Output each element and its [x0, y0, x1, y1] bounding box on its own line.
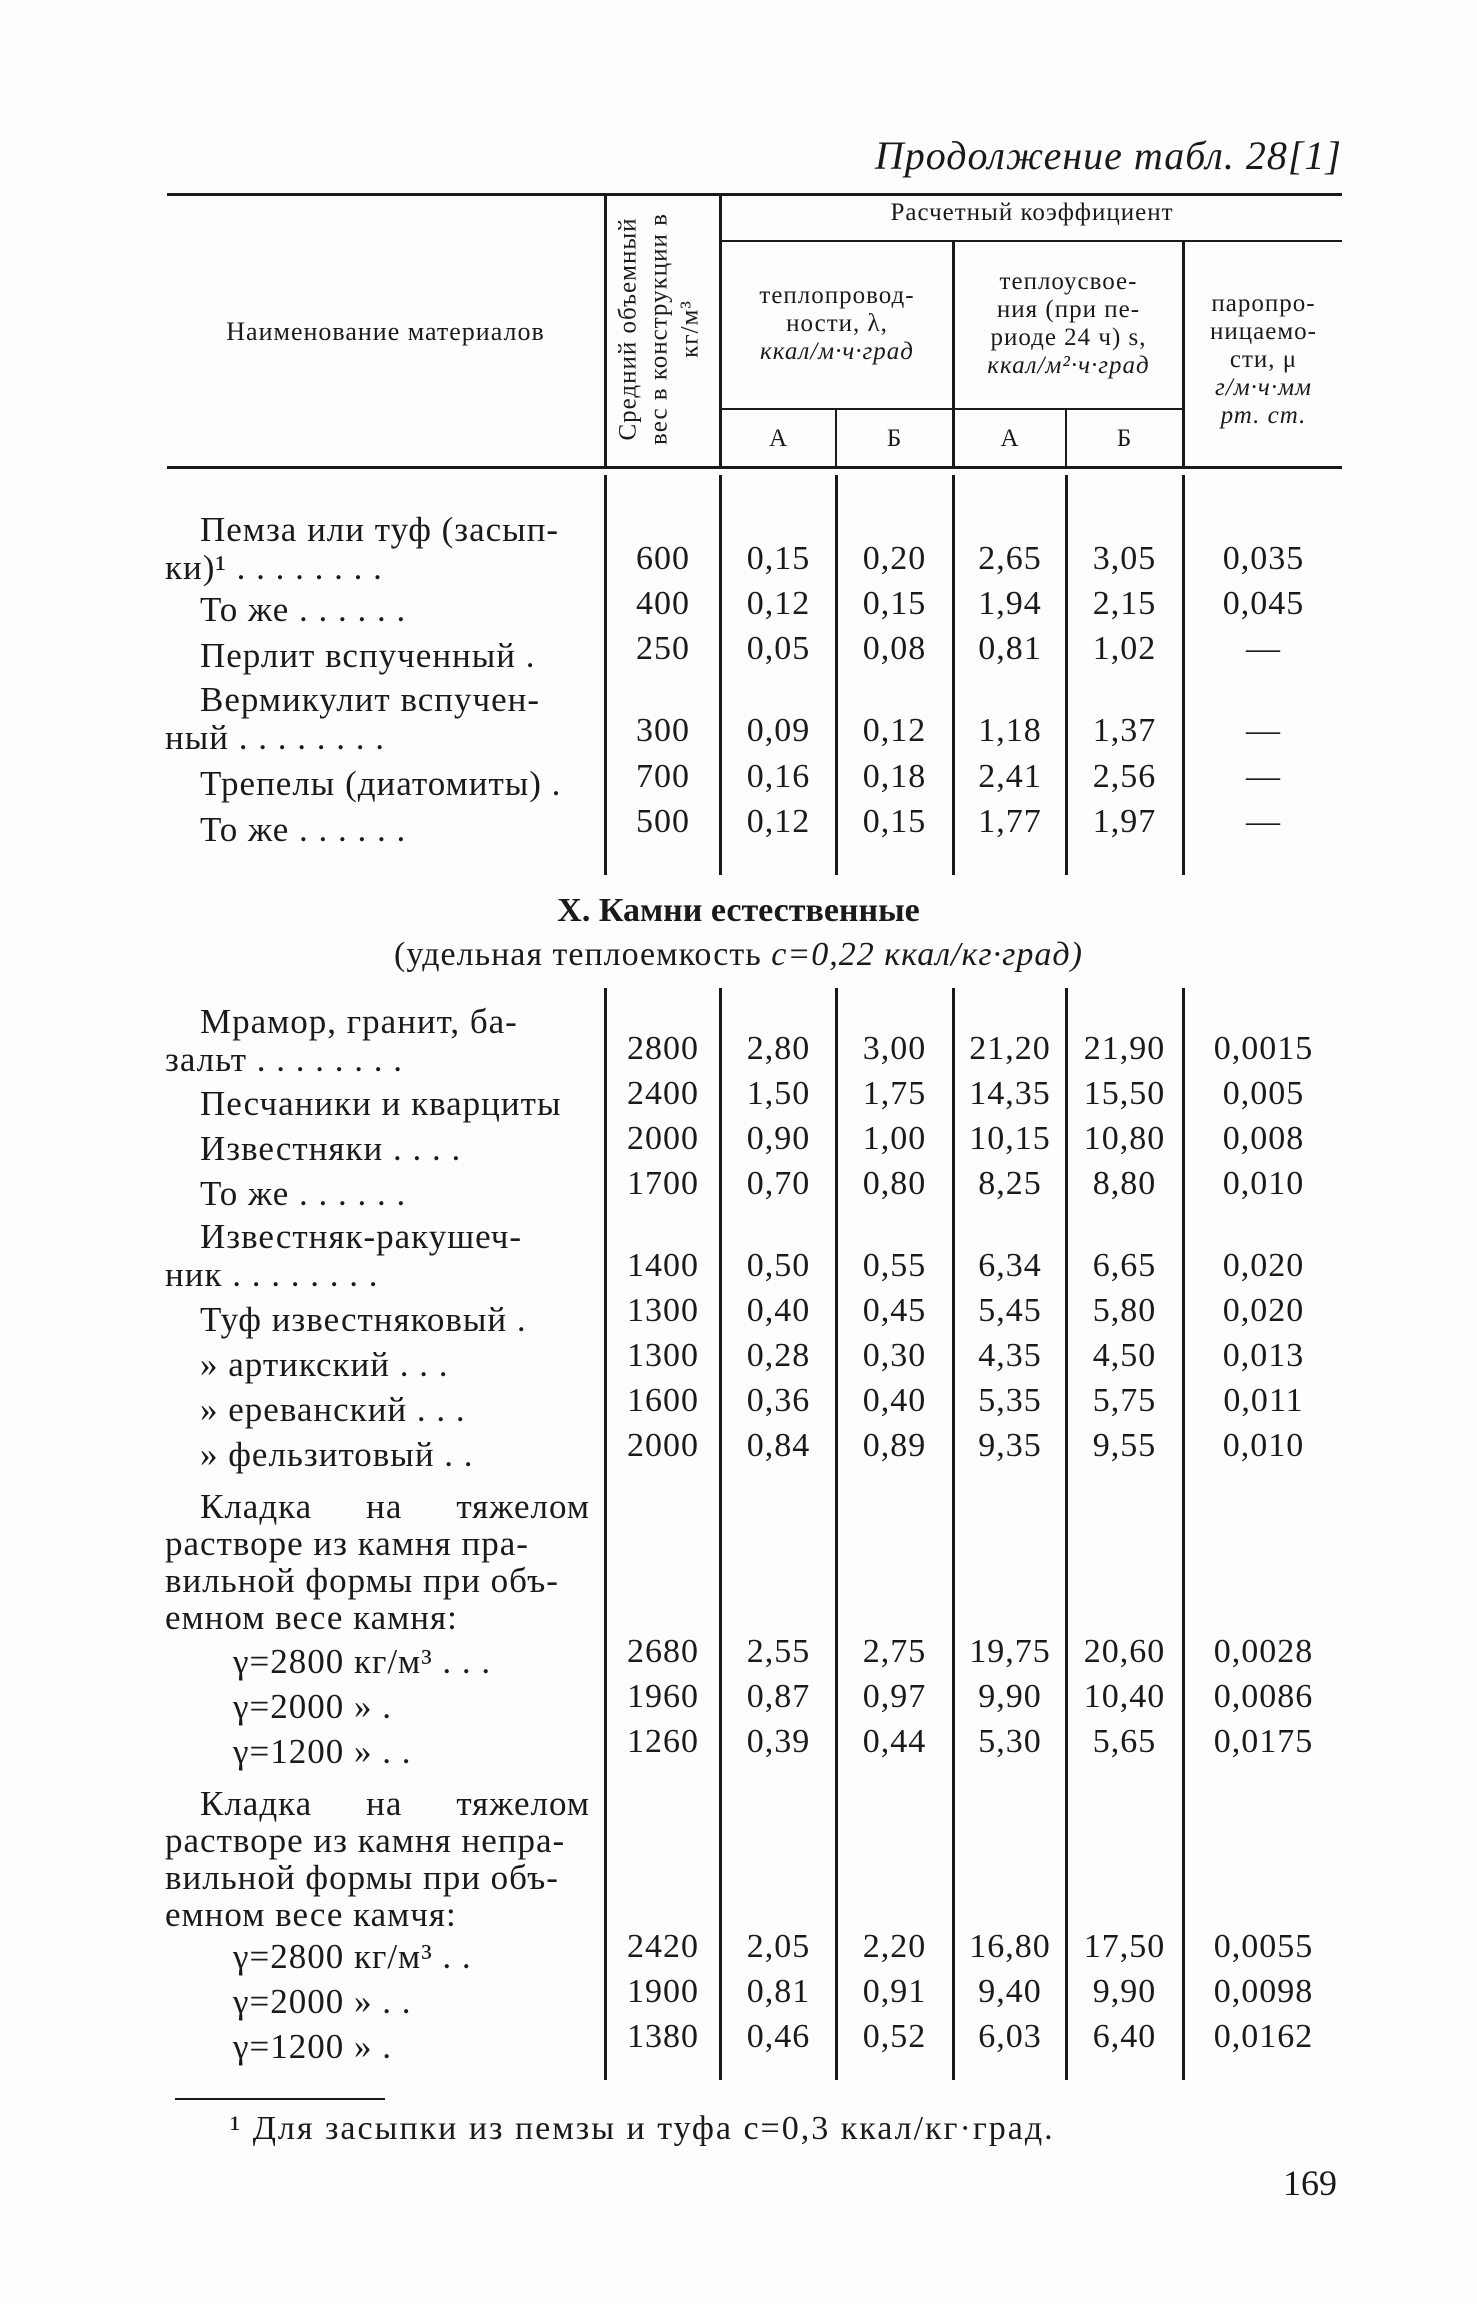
m1-row1-name: γ=2800 кг/м³ . . .: [233, 1642, 492, 1681]
masonry1-line4: емном весе камня:: [165, 1598, 458, 1637]
m2-row3-mu: 0,0162: [1213, 2018, 1314, 2055]
m1-row2-lb: 0,97: [862, 1678, 927, 1715]
m1-row3-sb: 5,65: [1092, 1723, 1157, 1760]
g2-row2-density: 2400: [627, 1075, 699, 1112]
g2-row8-la: 0,36: [746, 1382, 811, 1419]
g2-row5-sb: 6,65: [1092, 1247, 1157, 1284]
masonry2-line1: Кладка на тяжелом: [200, 1784, 590, 1823]
g2-row9-sa: 9,35: [978, 1427, 1042, 1464]
g2-row1-sa: 21,20: [969, 1030, 1051, 1067]
g2-row6-sb: 5,80: [1092, 1292, 1157, 1329]
g1-row3-lb: 0,08: [862, 630, 927, 667]
g1-row1-name-l2: ки)¹ . . . . . . . .: [165, 548, 383, 587]
g1-row1-la: 0,15: [746, 540, 811, 577]
header-sub-b1: Б: [886, 425, 903, 452]
g2-row5-la: 0,50: [746, 1247, 811, 1284]
g1-row5-la: 0,16: [746, 758, 811, 795]
header-top-rule: [167, 193, 1342, 196]
m1-row3-lb: 0,44: [862, 1723, 927, 1760]
g2-row4-density: 1700: [627, 1165, 699, 1202]
g1-row5-sb: 2,56: [1092, 758, 1157, 795]
header-conductivity: [722, 282, 952, 366]
g2-row1-sb: 21,90: [1083, 1030, 1166, 1067]
header-sub-a2: А: [1000, 425, 1020, 452]
g2-row8-density: 1600: [627, 1382, 699, 1419]
g2-row2-sb: 15,50: [1083, 1075, 1166, 1112]
g1-row6-sb: 1,97: [1092, 803, 1157, 840]
g2-row7-sb: 4,50: [1092, 1337, 1157, 1374]
m2-row3-density: 1380: [627, 2018, 699, 2055]
m1-row1-la: 2,55: [746, 1633, 811, 1670]
header-absorption-line2: ния (при пе-: [996, 296, 1141, 323]
m2-row2-lb: 0,91: [862, 1973, 927, 2010]
g2-row9-sb: 9,55: [1092, 1427, 1157, 1464]
g2-row6-sa: 5,45: [978, 1292, 1042, 1329]
g2-row1-mu: 0,0015: [1213, 1030, 1314, 1067]
g2-row6-la: 0,40: [746, 1292, 811, 1329]
m1-row1-lb: 2,75: [862, 1633, 927, 1670]
header-conductivity-line2: ности, λ,: [786, 310, 888, 337]
section-subtitle: [0, 936, 1477, 974]
g1-row5-sa: 2,41: [978, 758, 1042, 795]
g2-row9-lb: 0,89: [862, 1427, 927, 1464]
g2-row4-name: То же . . . . . .: [200, 1174, 407, 1213]
m1-row2-sa: 9,90: [978, 1678, 1042, 1715]
g2-row3-sb: 10,80: [1083, 1120, 1166, 1157]
m2-row2-mu: 0,0098: [1213, 1973, 1314, 2010]
g1-row2-la: 0,12: [746, 585, 811, 622]
g1-row4-sa: 1,18: [978, 712, 1042, 749]
g1-row4-name-l2: ный . . . . . . . .: [165, 718, 385, 757]
m1-row3-la: 0,39: [746, 1723, 811, 1760]
g2-row5-name-l2: ник . . . . . . . .: [165, 1255, 379, 1294]
header-absorption: [955, 268, 1182, 380]
g2-row7-mu: 0,013: [1222, 1337, 1305, 1374]
g2-row7-lb: 0,30: [862, 1337, 927, 1374]
g1-row3-mu: —: [1246, 630, 1281, 667]
m1-row1-sa: 19,75: [969, 1633, 1051, 1670]
header-absorption-line1: теплоусвое-: [999, 268, 1138, 295]
g2-row2-mu: 0,005: [1222, 1075, 1305, 1112]
g1-row4-name-l1: Вермикулит вспучен-: [200, 680, 541, 719]
g2-row3-lb: 1,00: [862, 1120, 927, 1157]
g1-row5-lb: 0,18: [862, 758, 927, 795]
m2-row2-la: 0,81: [746, 1973, 811, 2010]
header-conductivity-line3: ккал/м·ч·град: [760, 338, 914, 365]
m1-row2-density: 1960: [627, 1678, 699, 1715]
g1-row3-name: Перлит вспученный .: [200, 636, 536, 675]
header-name-col: Наименование материалов: [226, 317, 545, 346]
g1-row1-lb: 0,20: [862, 540, 927, 577]
g1-row1-sa: 2,65: [978, 540, 1042, 577]
g2-row3-density: 2000: [627, 1120, 699, 1157]
g2-row8-sb: 5,75: [1092, 1382, 1157, 1419]
header-permeability-line5: рт. ст.: [1220, 402, 1307, 429]
g2-row9-mu: 0,010: [1222, 1427, 1305, 1464]
g2-row3-la: 0,90: [746, 1120, 811, 1157]
g1-row4-lb: 0,12: [862, 712, 927, 749]
g1-row2-name: То же . . . . . .: [200, 590, 407, 629]
g2-row2-sa: 14,35: [969, 1075, 1051, 1112]
table-caption: Продолжение табл. 28[1]: [874, 133, 1342, 178]
g2-row5-name-l1: Известняк-ракушеч-: [200, 1217, 523, 1256]
g2-row6-lb: 0,45: [862, 1292, 927, 1329]
g1-row3-sb: 1,02: [1092, 630, 1157, 667]
g2-row5-mu: 0,020: [1222, 1247, 1305, 1284]
g1-row4-la: 0,09: [746, 712, 811, 749]
g1-row1-mu: 0,035: [1222, 540, 1305, 577]
m1-row2-mu: 0,0086: [1213, 1678, 1314, 1715]
g1-row3-sa: 0,81: [978, 630, 1042, 667]
g2-row3-sa: 10,15: [969, 1120, 1051, 1157]
g2-row7-sa: 4,35: [978, 1337, 1042, 1374]
g1-row5-name: Трепелы (диатомиты) .: [200, 764, 562, 803]
g2-row8-name: » ереванский . . .: [200, 1390, 466, 1429]
m2-row1-lb: 2,20: [862, 1928, 927, 1965]
m1-row1-density: 2680: [627, 1633, 699, 1670]
m2-row1-mu: 0,0055: [1213, 1928, 1314, 1965]
g2-row1-lb: 3,00: [862, 1030, 927, 1067]
g1-row6-name: То же . . . . . .: [200, 810, 407, 849]
g2-row3-mu: 0,008: [1222, 1120, 1305, 1157]
header-sub-b2: Б: [1116, 425, 1133, 452]
header-density-text: Средний объемный вес в конструкции в кг/м³: [614, 213, 704, 445]
g2-row7-density: 1300: [627, 1337, 699, 1374]
header-calc-coef: Расчетный коэффициент: [890, 199, 1174, 226]
g1-row2-density: 400: [636, 585, 690, 622]
g1-row2-mu: 0,045: [1222, 585, 1305, 622]
m1-row2-la: 0,87: [746, 1678, 811, 1715]
g2-row2-lb: 1,75: [862, 1075, 927, 1112]
g1-row4-mu: —: [1246, 712, 1281, 749]
m1-row3-density: 1260: [627, 1723, 699, 1760]
g2-row5-sa: 6,34: [978, 1247, 1042, 1284]
g2-row6-mu: 0,020: [1222, 1292, 1305, 1329]
g2-row5-lb: 0,55: [862, 1247, 927, 1284]
header-density-col: [604, 196, 714, 462]
header-conductivity-line1: теплопровод-: [759, 282, 915, 309]
g1-row3-la: 0,05: [746, 630, 811, 667]
g2-row6-name: Туф известняковый .: [200, 1300, 527, 1339]
m2-row1-la: 2,05: [746, 1928, 811, 1965]
g1-row4-density: 300: [636, 712, 690, 749]
g1-row5-mu: —: [1246, 758, 1281, 795]
m2-row3-name: γ=1200 » .: [233, 2027, 392, 2066]
m1-row3-mu: 0,0175: [1213, 1723, 1314, 1760]
m2-row1-sa: 16,80: [969, 1928, 1051, 1965]
header-bottom-rule: [167, 466, 1342, 469]
g1-row6-density: 500: [636, 803, 690, 840]
g1-row3-density: 250: [636, 630, 690, 667]
g1-row4-sb: 1,37: [1092, 712, 1157, 749]
m2-row2-density: 1900: [627, 1973, 699, 2010]
m1-row2-name: γ=2000 » .: [233, 1687, 392, 1726]
g2-row7-la: 0,28: [746, 1337, 811, 1374]
header-absorption-line4: ккал/м²·ч·град: [987, 352, 1150, 379]
g2-row6-density: 1300: [627, 1292, 699, 1329]
m2-row3-sa: 6,03: [978, 2018, 1042, 2055]
g1-row5-density: 700: [636, 758, 690, 795]
g2-row4-mu: 0,010: [1222, 1165, 1305, 1202]
g2-row8-lb: 0,40: [862, 1382, 927, 1419]
g1-row2-sa: 1,94: [978, 585, 1042, 622]
m2-row3-sb: 6,40: [1092, 2018, 1157, 2055]
m1-row3-sa: 5,30: [978, 1723, 1042, 1760]
masonry1-line3: вильной формы при объ-: [165, 1561, 559, 1600]
section-title: X. Камни естественные: [557, 892, 920, 929]
g2-row8-mu: 0,011: [1223, 1382, 1304, 1419]
footnote-rule: [175, 2098, 385, 2100]
m1-row3-name: γ=1200 » . .: [233, 1732, 412, 1771]
header-permeability-line2: ницаемо-: [1210, 318, 1317, 345]
g1-row6-lb: 0,15: [862, 803, 927, 840]
header-absorption-line3: риоде 24 ч) s,: [990, 324, 1147, 351]
header-permeability-line3: сти, μ: [1229, 346, 1298, 373]
section-subtitle-formula: c=0,22 ккал/кг·град): [771, 936, 1083, 973]
m2-row2-sa: 9,40: [978, 1973, 1042, 2010]
m1-row1-mu: 0,0028: [1213, 1633, 1314, 1670]
g1-row1-sb: 3,05: [1092, 540, 1157, 577]
m2-row2-sb: 9,90: [1092, 1973, 1157, 2010]
masonry2-line3: вильной формы при объ-: [165, 1858, 559, 1897]
m1-row1-sb: 20,60: [1083, 1633, 1166, 1670]
m2-row3-la: 0,46: [746, 2018, 811, 2055]
g2-row9-name: » фельзитовый . .: [200, 1435, 474, 1474]
g2-row7-name: » артикский . . .: [200, 1345, 449, 1384]
masonry1-line2: растворе из камня пра-: [165, 1524, 529, 1563]
page-number: 169: [1283, 2163, 1337, 2203]
header-sub-a1: А: [768, 425, 789, 452]
g1-row6-mu: —: [1246, 803, 1281, 840]
masonry1-line1: Кладка на тяжелом: [200, 1487, 590, 1526]
header-permeability: [1185, 290, 1342, 430]
g2-row5-density: 1400: [627, 1247, 699, 1284]
g1-row6-la: 0,12: [746, 803, 811, 840]
g2-row9-la: 0,84: [746, 1427, 811, 1464]
g1-row6-sa: 1,77: [978, 803, 1042, 840]
m2-row1-density: 2420: [627, 1928, 699, 1965]
section-subtitle-prefix: (удельная теплоемкость: [394, 936, 772, 973]
g2-row9-density: 2000: [627, 1427, 699, 1464]
g2-row1-density: 2800: [627, 1030, 699, 1067]
g2-row8-sa: 5,35: [978, 1382, 1042, 1419]
g1-row2-sb: 2,15: [1092, 585, 1157, 622]
m2-row1-sb: 17,50: [1083, 1928, 1166, 1965]
header-permeability-line1: паропро-: [1211, 290, 1316, 317]
g2-row2-name: Песчаники и кварциты: [200, 1084, 562, 1123]
masonry2-line4: емном весе камчя:: [165, 1895, 457, 1934]
header-calc-rule: [720, 240, 1342, 242]
masonry2-line2: растворе из камня непра-: [165, 1821, 566, 1860]
m2-row3-lb: 0,52: [862, 2018, 927, 2055]
g2-row1-name-l2: зальт . . . . . . . .: [165, 1040, 404, 1079]
g1-row2-lb: 0,15: [862, 585, 927, 622]
g2-row1-name-l1: Мрамор, гранит, ба-: [200, 1002, 518, 1041]
g2-row3-name: Известняки . . . .: [200, 1129, 462, 1168]
g2-row4-sa: 8,25: [978, 1165, 1042, 1202]
g2-row2-la: 1,50: [746, 1075, 811, 1112]
m1-row2-sb: 10,40: [1083, 1678, 1166, 1715]
g2-row1-la: 2,80: [746, 1030, 811, 1067]
header-permeability-line4: г/м·ч·мм: [1215, 374, 1312, 401]
g2-row4-sb: 8,80: [1092, 1165, 1157, 1202]
g2-row4-la: 0,70: [746, 1165, 811, 1202]
footnote: ¹ Для засыпки из пемзы и туфа c=0,3 ккал/кг·град.: [230, 2110, 1055, 2147]
g2-row4-lb: 0,80: [862, 1165, 927, 1202]
g1-row1-name-l1: Пемза или туф (засып-: [200, 510, 560, 549]
m2-row1-name: γ=2800 кг/м³ . .: [233, 1937, 472, 1976]
m2-row2-name: γ=2000 » . .: [233, 1982, 412, 2021]
g1-row1-density: 600: [636, 540, 690, 577]
